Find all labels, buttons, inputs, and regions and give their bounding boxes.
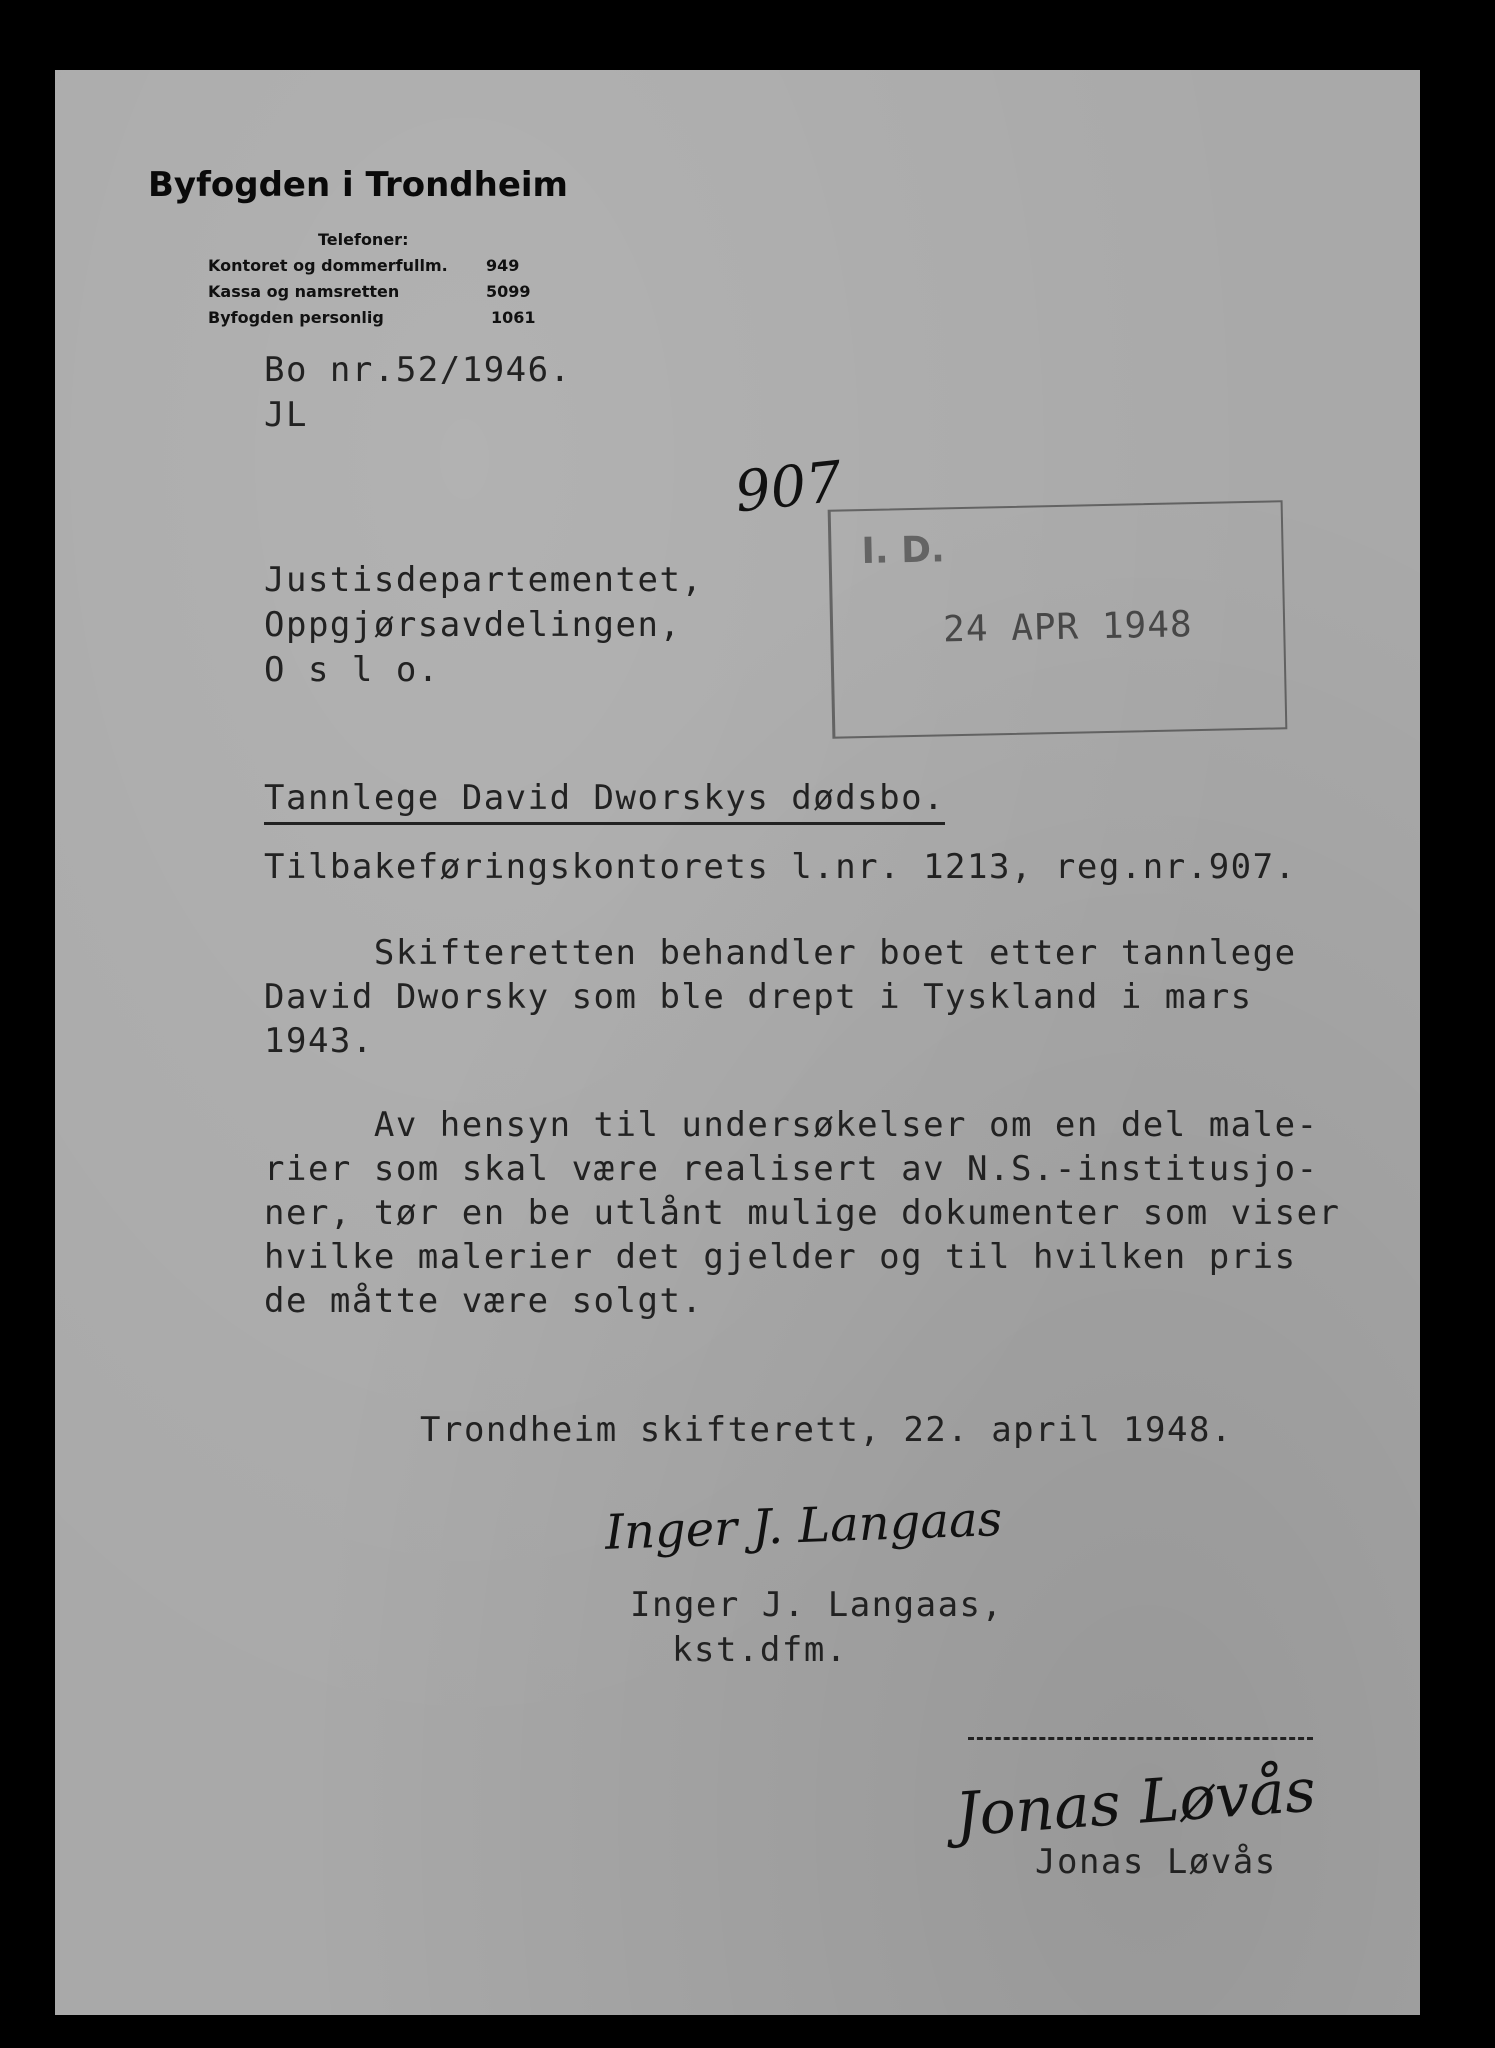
phone-number: 1061 [491,308,536,327]
body-line: rier som skal være realisert av N.S.-institusjo- [264,1149,1319,1189]
stamp-date: 24 APR 1948 [942,604,1193,651]
second-signer-name: Jonas Løvås [1035,1842,1277,1882]
place-date: Trondheim skifterett, 22. april 1948. [420,1410,1233,1450]
stamp-top-text: I. D. [861,529,946,573]
document-page [55,70,1420,2015]
subtitle-line: Tilbakeføringskontorets l.nr. 1213, reg.nr.907. [264,847,1297,887]
phone-number: 5099 [486,282,531,301]
signer-name: Inger J. Langaas, [630,1585,1004,1625]
phone-label: Kontoret og dommerfullm. [208,256,448,275]
initials: JL [264,395,308,435]
body-line: Av hensyn til undersøkelser om en del male- [264,1105,1319,1145]
phone-label: Byfogden personlig [208,308,384,327]
phone-label: Kassa og namsretten [208,282,400,301]
body-line: 1943. [264,1021,374,1061]
phones-title: Telefoner: [318,230,409,249]
case-number: Bo nr.52/1946. [264,350,572,390]
recipient-line2: Oppgjørsavdelingen, [264,605,682,645]
signature-dashed-line [968,1737,1313,1740]
letterhead-office: Byfogden i Trondheim [148,165,568,205]
handwritten-number: 907 [731,449,845,526]
body-line: ner, tør en be utlånt mulige dokumenter som viser [264,1193,1341,1233]
handwritten-signature: Inger J. Langaas [604,1491,1004,1561]
recipient-line3: O s l o. [264,650,440,690]
signer-title: kst.dfm. [672,1630,848,1670]
recipient-line1: Justisdepartementet, [264,560,704,600]
body-line: de måtte være solgt. [264,1281,704,1321]
body-line: Skifteretten behandler boet etter tannlege [264,933,1297,973]
body-line: David Dworsky som ble drept i Tyskland i mars [264,977,1253,1017]
second-handwritten-signature: Jonas Løvås [952,1755,1318,1851]
received-stamp [828,500,1288,738]
phone-number: 949 [486,256,520,275]
body-line: hvilke malerier det gjelder og til hvilken pris [264,1237,1297,1277]
subject-line: Tannlege David Dworskys dødsbo. [264,778,945,825]
